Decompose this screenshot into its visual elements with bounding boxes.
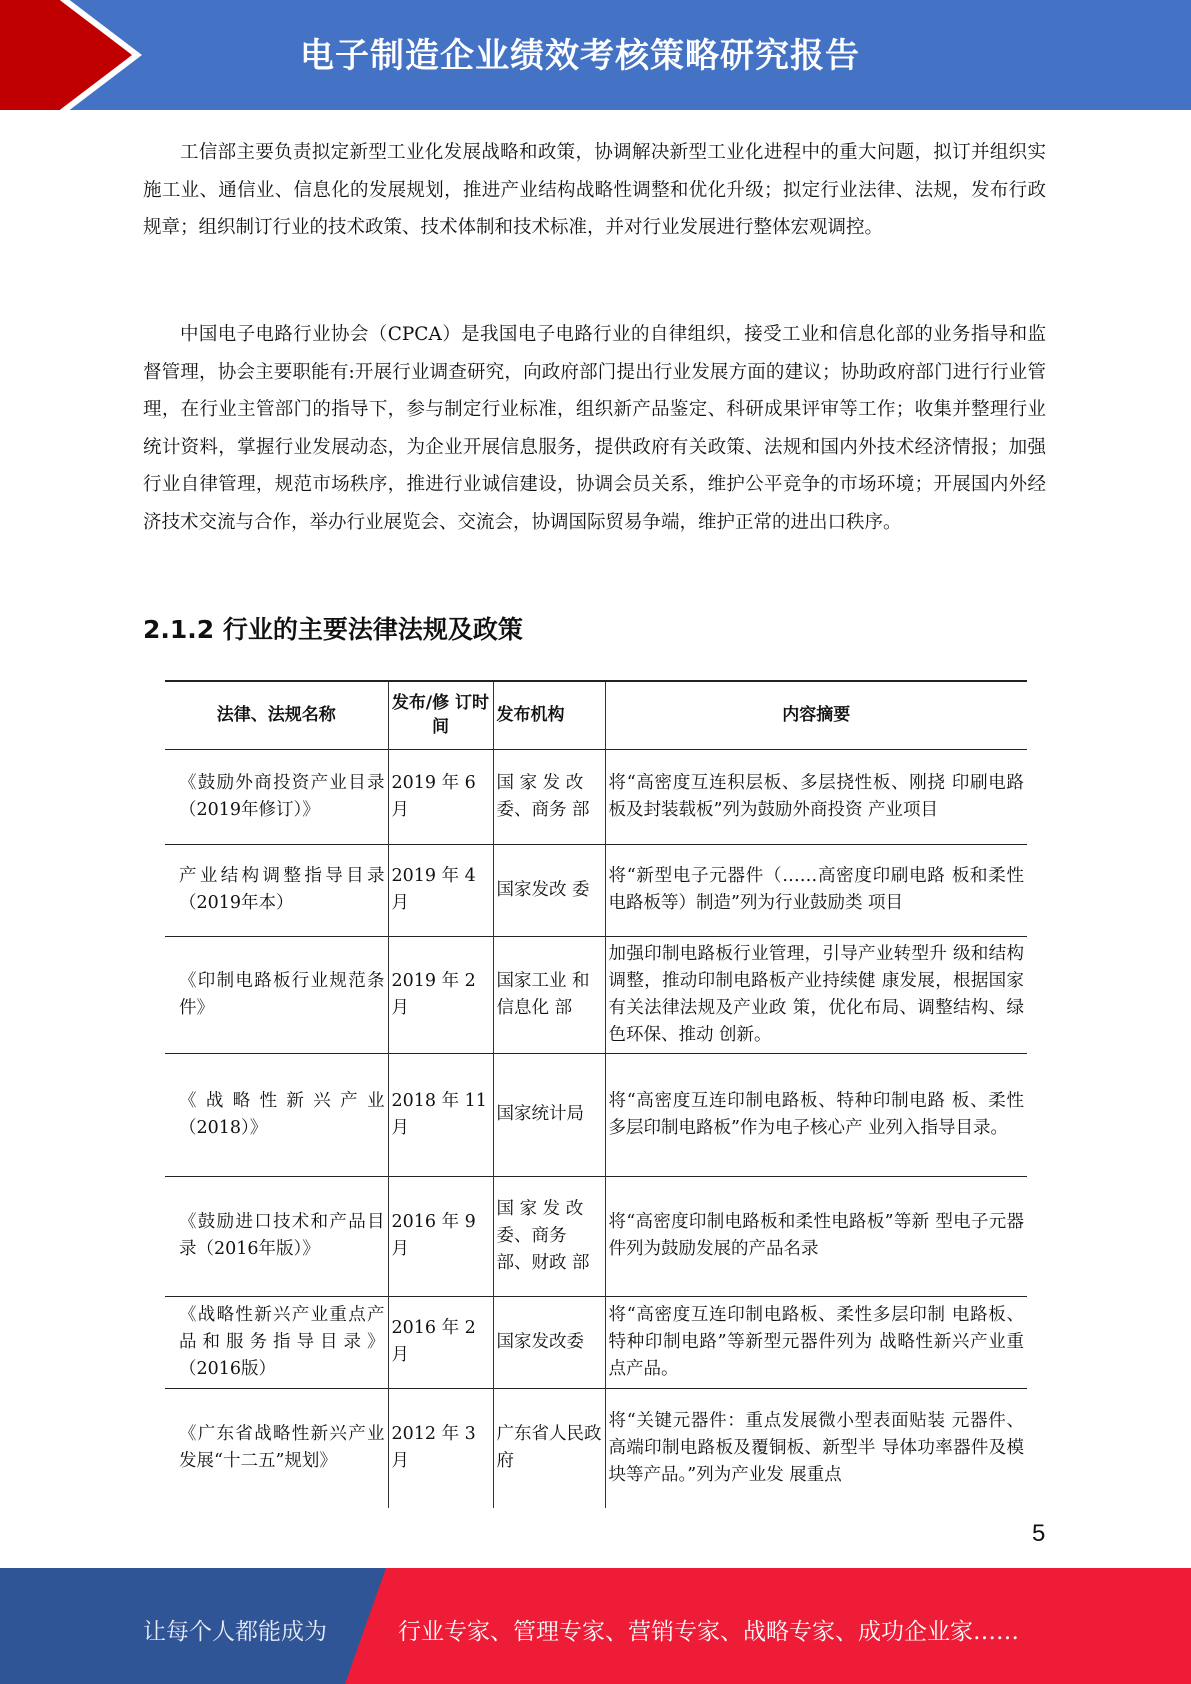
table-row — [165, 936, 1027, 1053]
release-date: 2012 年 3 月 — [388, 1388, 493, 1508]
content-summary: 将“关键元器件：重点发展微小型表面贴装 元器件、高端印制电路板及覆铜板、新型半 导体功率器件及模块等产品。”列为产业发 展重点 — [605, 1388, 1027, 1508]
release-date: 2016 年 2 月 — [388, 1296, 493, 1388]
content-summary: 将“新型电子元器件（……高密度印刷电路 板和柔性电路板等）制造”列为行业鼓励类 项目 — [605, 844, 1027, 936]
regulations-table — [165, 680, 1027, 1508]
table-header-row — [165, 681, 1027, 749]
content-summary: 将“高密度互连积层板、多层挠性板、刚挠 印刷电路板及封装载板”列为鼓励外商投资 产业项目 — [605, 749, 1027, 844]
paragraph-1: 工信部主要负责拟定新型工业化发展战略和政策，协调解决新型工业化进程中的重大问题，拟订并组织实施工业、通信业、信息化的发展规划，推进产业结构战略性调整和优化升级；拟定行业法律、法规，发布行政规章；组织制订行业的技术政策、技术体制和技术标准，并对行业发展进行整体宏观调控。 — [143, 142, 1046, 238]
column-header-name: 法律、法规名称 — [165, 681, 388, 749]
table-row — [165, 1053, 1027, 1176]
release-date: 2019 年 6 月 — [388, 749, 493, 844]
issuing-body: 国家统计局 — [493, 1053, 605, 1176]
issuing-body: 广东省人民政府 — [493, 1388, 605, 1508]
column-header-summary: 内容摘要 — [605, 681, 1027, 749]
page-header — [0, 0, 1191, 110]
column-header-issuer: 发布机构 — [493, 681, 605, 749]
issuing-body: 国家发改委 — [493, 1296, 605, 1388]
content-summary: 将“高密度互连印制电路板、柔性多层印制 电路板、特种印制电路”等新型元器件列为 战略性新兴产业重点产品。 — [605, 1296, 1027, 1388]
release-date: 2019 年 2 月 — [388, 936, 493, 1053]
column-header-date: 发布/修 订时间 — [388, 681, 493, 749]
release-date: 2016 年 9 月 — [388, 1176, 493, 1296]
release-date: 2018 年 11 月 — [388, 1053, 493, 1176]
section-heading: 2.1.2 行业的主要法律法规及政策 — [143, 615, 523, 644]
footer-slogan-left: 让每个人都能成为 — [143, 1619, 327, 1645]
page-number: 5 — [1032, 1520, 1046, 1547]
red-chevron-decoration — [0, 0, 160, 110]
regulation-name: 产业结构调整指导目录（2019年本） — [165, 844, 388, 936]
regulation-name: 《战略性新兴产业（2018）》 — [165, 1053, 388, 1176]
page-footer — [0, 1568, 1191, 1684]
table-row — [165, 844, 1027, 936]
report-title: 电子制造企业绩效考核策略研究报告 — [300, 36, 860, 76]
regulation-name: 《印制电路板行业规范条件》 — [165, 936, 388, 1053]
table-row — [165, 749, 1027, 844]
content-summary: 将“高密度印制电路板和柔性电路板”等新 型电子元器件列为鼓励发展的产品名录 — [605, 1176, 1027, 1296]
regulation-name: 《广东省战略性新兴产业发展“十二五”规划》 — [165, 1388, 388, 1508]
issuing-body: 国 家 发 改 委、商务 部、财政 部 — [493, 1176, 605, 1296]
issuing-body: 国家工业 和信息化 部 — [493, 936, 605, 1053]
table-row — [165, 1388, 1027, 1508]
paragraph-2: 中国电子电路行业协会（CPCA）是我国电子电路行业的自律组织，接受工业和信息化部的业务指导和监督管理，协会主要职能有:开展行业调查研究，向政府部门提出行业发展方面的建议；协助政府部门进行行业管理，在行业主管部门的指导下，参与制定行业标准，组织新产品鉴定、科研成果评审等工作；收集并整理行业统计资料，掌握行业发展动态，为企业开展信息服务，提供政府有关政策、法规和国内外技术经济情报；加强行业自律管理，规范市场秩序，推进行业诚信建设，协调会员关系，维护公平竞争的市场环境；开展国内外经济技术交流与合作，举办行业展览会、交流会，协调国际贸易争端，维护正常的进出口秩序。 — [143, 324, 1046, 533]
issuing-body: 国家发改 委 — [493, 844, 605, 936]
issuing-body: 国 家 发 改 委、商务 部 — [493, 749, 605, 844]
table-row — [165, 1176, 1027, 1296]
regulation-name: 《鼓励外商投资产业目录（2019年修订）》 — [165, 749, 388, 844]
release-date: 2019 年 4 月 — [388, 844, 493, 936]
table-row — [165, 1296, 1027, 1388]
regulation-name: 《战略性新兴产业重点产品和服务指导目录》（2016版） — [165, 1296, 388, 1388]
regulation-name: 《鼓励进口技术和产品目录（2016年版）》 — [165, 1176, 388, 1296]
content-summary: 将“高密度互连印制电路板、特种印制电路 板、柔性多层印制电路板”作为电子核心产 业列入指导目录。 — [605, 1053, 1027, 1176]
content-summary: 加强印制电路板行业管理，引导产业转型升 级和结构调整，推动印制电路板产业持续健 康发展，根据国家有关法律法规及产业政 策，优化布局、调整结构、绿色环保、推动 创新。 — [605, 936, 1027, 1053]
footer-slogan-right: 行业专家、管理专家、营销专家、战略专家、成功企业家…… — [398, 1619, 1019, 1645]
